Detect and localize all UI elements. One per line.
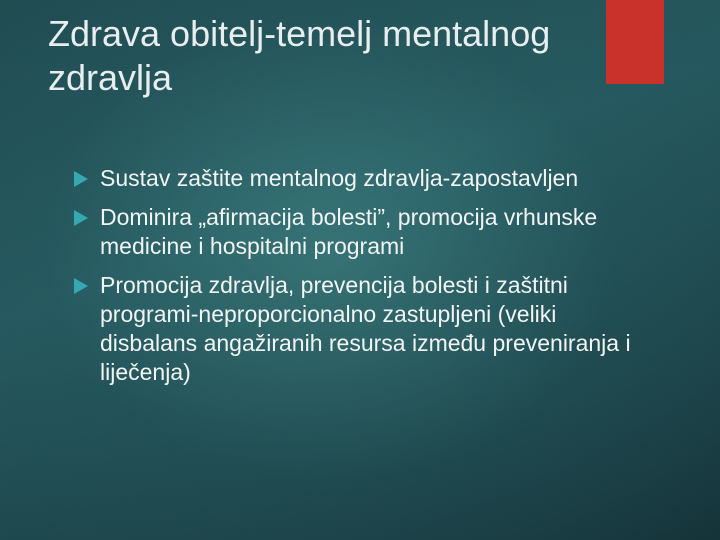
- triangle-bullet-icon: [74, 278, 88, 294]
- bullet-list: [74, 164, 634, 397]
- bullet-text: Sustav zaštite mentalnog zdravlja-zapostavljen: [100, 165, 579, 191]
- triangle-bullet-icon: [74, 171, 88, 187]
- accent-bar: [606, 0, 664, 84]
- bullet-item: [74, 203, 634, 261]
- bullet-text: Promocija zdravlja, prevencija bolesti i zaštitni programi-neproporcionalno zastupljeni (veliki disbalans angažiranih resursa između preveniranja i liječenja): [100, 272, 631, 385]
- bullet-item: [74, 271, 634, 387]
- bullet-item: [74, 164, 634, 193]
- bullet-text: Dominira „afirmacija bolesti”, promocija vrhunske medicine i hospitalni programi: [100, 204, 598, 259]
- triangle-bullet-icon: [74, 210, 88, 226]
- slide-title: Zdrava obitelj-temelj mentalnog zdravlja: [48, 13, 551, 98]
